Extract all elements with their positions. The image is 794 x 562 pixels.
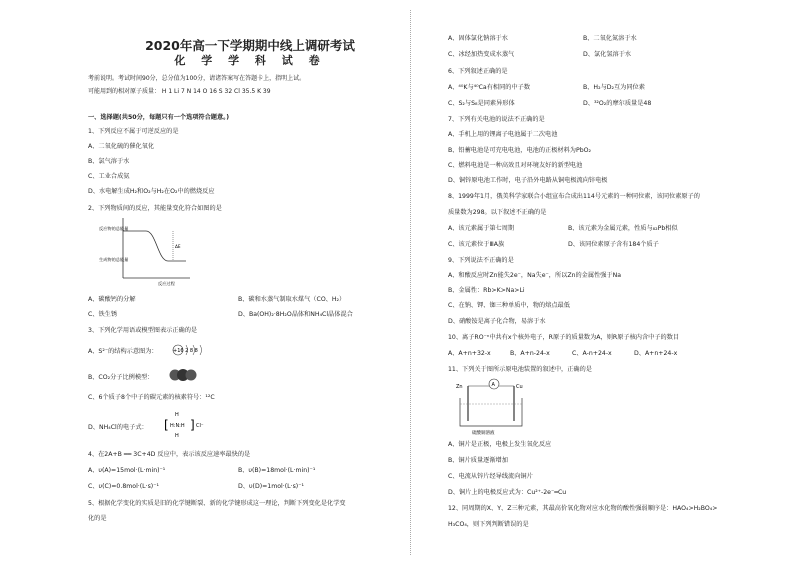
column-divider [410, 10, 411, 555]
q11-option-d: D、铜片上的电极反应式为：Cu²⁺-2e⁻═Cu [448, 489, 567, 496]
q8-option-b: B、该元素为金属元素，性质与₈₂Pb相似 [568, 225, 678, 232]
q7-option-d: D、铜锌原电池工作时，电子沿外电路从铜电极流向锌电极 [448, 177, 608, 184]
solution-label: 硫酸铜溶液 [472, 431, 495, 436]
q3-option-a: A、S²⁻的结构示意图为： [88, 348, 158, 355]
zinc-label: Zn [456, 384, 463, 390]
q10-option-c: C、A-n+24-x [572, 350, 612, 357]
chloride-anion: Cl⁻ [196, 423, 204, 429]
q6-option-d: D、³²O₂的摩尔质量是48 [583, 100, 652, 107]
energy-product-label: 生成物的总能量 [99, 257, 129, 262]
question-5: 5、根据化学变化的实质是旧的化学键断裂、新的化学键形成这一理论，判断下列变化是化学变 [88, 500, 346, 507]
q2-options-row1 [88, 296, 345, 304]
exam-note: 考前说明。考试时间90分，总分值为100分，请诸答案写在答题卡上，指明上试。 [88, 75, 306, 82]
q8-options-row2 [448, 241, 659, 249]
q9-option-c: C、在钠、钾、铷三种单质中，物的熔点最低 [448, 302, 570, 309]
q6-option-b: B、H₂与D₂互为同位素 [583, 84, 645, 91]
question-4: 4、在2A+B ══ 3C+4D 反应中，表示该反应速率最快的是 [88, 451, 251, 458]
co2-model [168, 368, 198, 382]
sulfide-ion-label: +16 2 8 8 [173, 348, 198, 354]
svg-text:]: ] [190, 418, 195, 432]
q7-option-a: A、手机上用的锂离子电池属于二次电池 [448, 131, 558, 138]
q10-option-b: B、A+n-24-x [510, 350, 550, 357]
question-5-cont: 化的是 [88, 515, 107, 522]
q5-options-row1 [448, 35, 637, 43]
energy-diagram [98, 216, 193, 286]
question-8: 8、1999年1月，俄美科学家联合小组宣布合成出114号元素的一种同位素，该同位素原子的 [448, 193, 700, 200]
q5-option-a: A、固体氯化钠溶于水 [448, 35, 508, 42]
q1-option-d: D、水电解生成H₂和O₂与H₂在O₂中的燃烧反应 [88, 188, 215, 195]
q7-option-b: B、铅蓄电池是可充电电池，电池的正极材料为PbO₂ [448, 147, 592, 154]
question-11: 11、下列关于图所示原电池装置的叙述中，正确的是 [448, 366, 592, 373]
q11-option-c: C、电流从锌片经导线流向铜片 [448, 473, 533, 480]
q1-option-b: B、氯气溶于水 [88, 158, 130, 165]
sulfide-ion-structure [170, 342, 212, 358]
question-12-cont: H₃CO₄，则下列判断错误的是 [448, 521, 529, 528]
svg-text:[: [ [164, 418, 169, 432]
exam-title: 2020年高一下学期期中线上调研考试 [145, 38, 355, 53]
q10-options [448, 350, 677, 358]
q6-option-c: C、S₂与S₈是同素异形体 [448, 100, 515, 107]
copper-label: Cu [516, 384, 523, 390]
q8-option-c: C、该元素位于ⅢA族 [448, 241, 505, 248]
q11-option-b: B、铜片质量逐渐增加 [448, 457, 508, 464]
q2-options-row2 [88, 311, 353, 319]
q1-option-a: A、二氧化硫的催化氧化 [88, 143, 155, 150]
q2-option-c: C、铁生锈 [88, 311, 118, 318]
q10-option-a: A、A+n+32-x [448, 350, 491, 357]
atomic-mass-note: 可能用到的相对原子质量： H 1 Li 7 N 14 O 16 S 32 Cl 35.5 K 39 [88, 88, 271, 95]
energy-reactant-label: 反应物的总能量 [99, 226, 129, 231]
q4-options-row2 [88, 483, 304, 491]
question-1: 1、下列反应不属于可逆反应的是 [88, 128, 179, 135]
q6-option-a: A、⁴⁰K与⁴⁰Ca有相同的中子数 [448, 84, 531, 91]
q9-option-d: D、硝酸铵是离子化合物，易溶于水 [448, 318, 546, 325]
q4-option-b: B、υ(B)=18mol·(L·min)⁻¹ [238, 467, 316, 474]
q10-option-d: D、A+n+24-x [634, 350, 678, 357]
q9-option-b: B、金属性：Rb>K>Na>Li [448, 287, 525, 294]
q5-option-d: D、氯化氢溶于水 [583, 51, 632, 58]
q4-option-a: A、υ(A)=15mol·(L·min)⁻¹ [88, 467, 166, 474]
q5-options-row2 [448, 51, 631, 59]
question-9: 9、下列说法不正确的是 [448, 257, 514, 264]
section-heading: 一、选择题(共50分，每题只有一个选项符合题意。) [88, 114, 230, 121]
q5-option-b: B、二氧化氮溶于水 [583, 35, 637, 42]
exam-subtitle: 化 学 学 科 试 卷 [174, 54, 326, 67]
q4-options-row1 [88, 467, 315, 475]
question-8-cont: 质量数为298。以下叙述不正确的是 [448, 209, 547, 216]
q2-option-b: B、碳和水蒸气制取水煤气（CO、H₂） [238, 296, 346, 303]
question-7: 7、下列有关电池的说法不正确的是 [448, 116, 545, 123]
q2-option-a: A、碳酸钙的分解 [88, 296, 136, 303]
question-3: 3、下列化学用语或模型图表示正确的是 [88, 327, 198, 334]
q8-option-a: A、该元素属于第七周期 [448, 225, 515, 232]
question-2: 2、下列物质间的反应，其能量变化符合如图的是 [88, 205, 222, 212]
q9-option-a: A、和酸反应时Zn能失2e⁻，Na失e⁻，所以Zn的金属性强于Na [448, 272, 622, 279]
q11-option-a: A、铜片是正极，电极上发生氧化反应 [448, 441, 552, 448]
ammeter-label: A [491, 382, 495, 388]
q6-options-row2 [448, 100, 651, 108]
q2-option-d: D、Ba(OH)₂·8H₂O晶体和NH₄Cl晶体混合 [238, 311, 353, 318]
question-12: 12、同周期的X、Y、Z三种元素，其最高价氧化物对应水化物的酸性强弱顺序是：HAO₄>H₂BO₄> [448, 505, 718, 512]
energy-x-label: 反应过程 [158, 281, 175, 286]
energy-delta-label: ΔE [175, 244, 181, 249]
q3-option-d: D、NH₄Cl的电子式： [88, 424, 148, 431]
q8-option-d: D、该同位素原子含有184个质子 [568, 241, 659, 248]
q1-option-c: C、工业合成氨 [88, 173, 130, 180]
q6-options-row1 [448, 84, 645, 92]
q4-option-c: C、υ(C)=0.8mol·(L·s)⁻¹ [88, 483, 159, 490]
galvanic-cell-diagram [454, 376, 534, 438]
q3-option-b: B、CO₂分子比例模型： [88, 374, 154, 381]
ammonium-chloride-formula [162, 408, 212, 440]
question-10: 10、离子RO⁻ⁿ中共有x个核外电子，R原子的质量数为A，则R原子核内含中子的数目 [448, 334, 680, 341]
svg-text:H:N:H: H:N:H [170, 423, 185, 429]
svg-text:H: H [175, 412, 179, 418]
q8-options-row1 [448, 225, 678, 233]
q7-option-c: C、燃料电池是一种高效且对环境友好的新型电池 [448, 162, 583, 169]
q5-option-c: C、冰经加热变成水蒸气 [448, 51, 515, 58]
question-6: 6、下列叙述正确的是 [448, 68, 508, 75]
q4-option-d: D、υ(D)=1mol·(L·s)⁻¹ [238, 483, 304, 490]
q3-option-c: C、6个质子8个中子的碳元素的核素符号：¹²C [88, 394, 215, 401]
svg-text:H: H [175, 433, 179, 439]
